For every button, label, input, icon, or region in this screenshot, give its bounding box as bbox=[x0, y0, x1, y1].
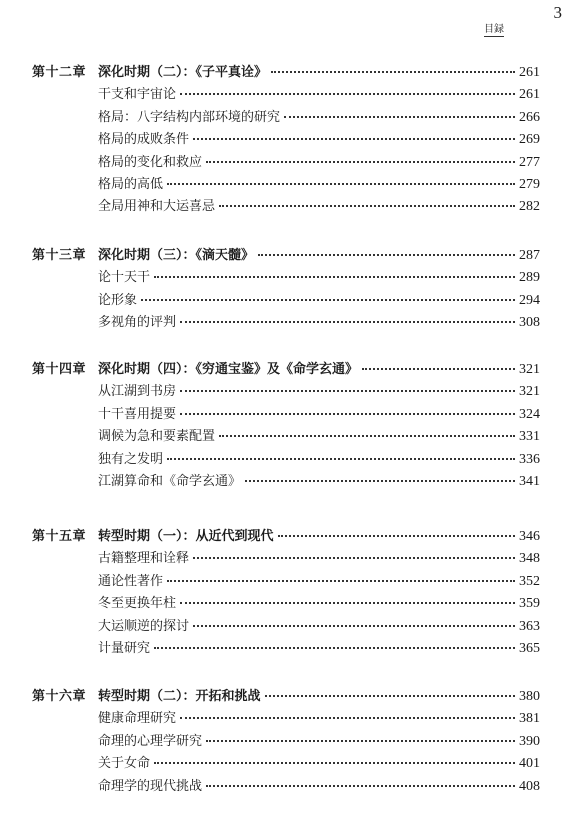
toc-entry bbox=[98, 107, 540, 129]
toc-entry bbox=[98, 686, 540, 708]
running-header: 目録 bbox=[484, 24, 504, 35]
chapter-title: 转型时期（一）：从近代到现代 bbox=[98, 529, 274, 544]
section-title: 格局的成败条件 bbox=[98, 132, 190, 148]
toc-entry bbox=[98, 381, 540, 403]
section-title: 健康命理研究 bbox=[98, 711, 177, 727]
dot-leader bbox=[206, 784, 515, 787]
chapter-title: 转型时期（二）：开拓和挑战 bbox=[98, 689, 261, 704]
toc-entry bbox=[98, 404, 540, 426]
page-number: 3 bbox=[553, 3, 562, 22]
section-title: 大运顺逆的探讨 bbox=[98, 618, 190, 634]
dot-leader bbox=[180, 92, 515, 95]
toc-entry bbox=[98, 152, 540, 174]
page-ref: 289 bbox=[519, 270, 540, 286]
section-title: 命理的心理学研究 bbox=[98, 733, 203, 749]
toc-chapter-row[interactable] bbox=[0, 526, 572, 548]
dot-leader bbox=[180, 389, 515, 392]
section-title: 论形象 bbox=[98, 292, 138, 308]
toc-section-row[interactable] bbox=[0, 708, 572, 730]
dot-leader bbox=[167, 579, 515, 582]
toc-section-row[interactable] bbox=[0, 426, 572, 448]
chapter-number: 第十六章 bbox=[32, 689, 87, 704]
dot-leader bbox=[362, 367, 515, 370]
page-ref: 331 bbox=[519, 429, 540, 445]
chapter-title: 深化时期（二）：《子平真诠》 bbox=[98, 65, 268, 80]
toc-entry bbox=[98, 753, 540, 775]
dot-leader bbox=[180, 412, 515, 415]
toc-entry bbox=[98, 731, 540, 753]
page-ref: 277 bbox=[519, 154, 540, 170]
toc-entry bbox=[98, 267, 540, 289]
toc-entry bbox=[98, 359, 540, 381]
section-title: 从江湖到书房 bbox=[98, 384, 177, 400]
toc-section-row[interactable] bbox=[0, 129, 572, 151]
section-title: 格局的高低 bbox=[98, 177, 164, 192]
page-ref: 408 bbox=[519, 778, 540, 794]
toc-entry bbox=[98, 449, 540, 471]
dot-leader bbox=[206, 739, 515, 742]
page-ref: 282 bbox=[519, 199, 540, 215]
toc-entry bbox=[98, 776, 540, 798]
section-title: 论十天干 bbox=[98, 270, 151, 286]
dot-leader bbox=[193, 556, 515, 559]
chapter-title: 深化时期（四）：《穷通宝鉴》及《命学玄通》 bbox=[98, 362, 359, 377]
section-title: 计量研究 bbox=[98, 641, 151, 656]
section-title: 独有之发明 bbox=[98, 451, 164, 467]
toc-entry bbox=[98, 571, 540, 593]
page-ref: 390 bbox=[519, 733, 540, 749]
section-title: 格局：八字结构内部环境的研究 bbox=[98, 109, 281, 125]
toc-entry bbox=[98, 471, 540, 493]
toc-section-row[interactable] bbox=[0, 152, 572, 174]
page-ref: 279 bbox=[519, 177, 540, 192]
dot-leader bbox=[265, 694, 515, 697]
section-title: 十干喜用提要 bbox=[98, 406, 177, 422]
page-ref: 363 bbox=[519, 618, 540, 634]
toc-section-row[interactable] bbox=[0, 571, 572, 593]
section-title: 通论性著作 bbox=[98, 573, 164, 589]
chapter-title: 深化时期（三）：《滴天髓》 bbox=[98, 248, 255, 263]
page-ref: 341 bbox=[519, 474, 540, 489]
dot-leader bbox=[245, 479, 515, 482]
toc-section-row[interactable] bbox=[0, 616, 572, 638]
toc-section-row[interactable] bbox=[0, 312, 572, 334]
chapter-number: 第十三章 bbox=[32, 248, 87, 263]
toc-section-row[interactable] bbox=[0, 731, 572, 753]
page-ref: 269 bbox=[519, 132, 540, 148]
toc-chapter-row[interactable] bbox=[0, 62, 572, 84]
dot-leader bbox=[278, 534, 515, 537]
page-ref: 346 bbox=[519, 529, 540, 544]
dot-leader bbox=[167, 457, 515, 460]
toc-entry bbox=[98, 638, 540, 660]
dot-leader bbox=[180, 320, 515, 323]
toc-entry bbox=[98, 593, 540, 615]
toc-section-row[interactable] bbox=[0, 471, 572, 493]
page-ref: 336 bbox=[519, 451, 540, 467]
dot-leader bbox=[141, 298, 515, 301]
chapter-number: 第十五章 bbox=[32, 529, 87, 544]
dot-leader bbox=[219, 204, 515, 207]
dot-leader bbox=[180, 601, 515, 604]
toc-chapter-row[interactable] bbox=[0, 686, 572, 708]
toc-section-row[interactable] bbox=[0, 404, 572, 426]
toc-section-row[interactable] bbox=[0, 638, 572, 660]
section-title: 命理学的现代挑战 bbox=[98, 778, 203, 794]
toc-section-row[interactable] bbox=[0, 593, 572, 615]
toc-section-row[interactable] bbox=[0, 753, 572, 775]
dot-leader bbox=[206, 160, 515, 163]
page-ref: 266 bbox=[519, 109, 540, 125]
toc-section-row[interactable] bbox=[0, 290, 572, 312]
section-title: 江湖算命和《命学玄通》 bbox=[98, 474, 242, 489]
toc-entry bbox=[98, 616, 540, 638]
toc-entry bbox=[98, 708, 540, 730]
dot-leader bbox=[180, 716, 515, 719]
dot-leader bbox=[219, 434, 515, 437]
page-ref: 261 bbox=[519, 65, 540, 80]
page-ref: 352 bbox=[519, 573, 540, 589]
section-title: 格局的变化和救应 bbox=[98, 154, 203, 170]
dot-leader bbox=[167, 182, 515, 185]
toc-entry bbox=[98, 290, 540, 312]
page-ref: 321 bbox=[519, 362, 540, 377]
dot-leader bbox=[154, 275, 515, 278]
toc-section-row[interactable] bbox=[0, 776, 572, 798]
page-ref: 308 bbox=[519, 315, 540, 331]
toc-section-row[interactable] bbox=[0, 449, 572, 471]
toc-entry bbox=[98, 526, 540, 548]
toc-entry bbox=[98, 245, 540, 267]
section-title: 调候为急和要素配置 bbox=[98, 429, 216, 445]
page-ref: 294 bbox=[519, 292, 540, 308]
dot-leader bbox=[154, 646, 515, 649]
page-ref: 324 bbox=[519, 406, 540, 422]
toc-entry bbox=[98, 174, 540, 196]
section-title: 古籍整理和诠释 bbox=[98, 551, 190, 567]
page-ref: 321 bbox=[519, 384, 540, 400]
page-ref: 365 bbox=[519, 641, 540, 656]
toc-entry bbox=[98, 548, 540, 570]
chapter-number: 第十四章 bbox=[32, 362, 87, 377]
section-title: 关于女命 bbox=[98, 756, 151, 772]
page-ref: 261 bbox=[519, 87, 540, 103]
dot-leader bbox=[193, 624, 515, 627]
toc-entry bbox=[98, 196, 540, 218]
toc-section-row[interactable] bbox=[0, 196, 572, 218]
toc-chapter-row[interactable] bbox=[0, 359, 572, 381]
page-ref: 401 bbox=[519, 756, 540, 772]
toc-entry bbox=[98, 426, 540, 448]
section-title: 多视角的评判 bbox=[98, 315, 177, 331]
dot-leader bbox=[271, 70, 515, 73]
toc-chapter-row[interactable] bbox=[0, 245, 572, 267]
page-ref: 359 bbox=[519, 596, 540, 612]
dot-leader bbox=[258, 253, 515, 256]
dot-leader bbox=[154, 761, 515, 764]
page-ref: 287 bbox=[519, 248, 540, 263]
section-title: 全局用神和大运喜忌 bbox=[98, 199, 216, 215]
page-ref: 348 bbox=[519, 551, 540, 567]
toc-entry bbox=[98, 62, 540, 84]
toc-section-row[interactable] bbox=[0, 548, 572, 570]
chapter-number: 第十二章 bbox=[32, 65, 87, 80]
dot-leader bbox=[193, 137, 515, 140]
toc-section-row[interactable] bbox=[0, 381, 572, 403]
section-title: 干支和宇宙论 bbox=[98, 87, 177, 103]
toc-section-row[interactable] bbox=[0, 267, 572, 289]
toc-section-row[interactable] bbox=[0, 107, 572, 129]
toc-section-row[interactable] bbox=[0, 84, 572, 106]
page-ref: 381 bbox=[519, 711, 540, 727]
page-ref: 380 bbox=[519, 689, 540, 704]
toc-section-row[interactable] bbox=[0, 174, 572, 196]
toc-entry bbox=[98, 312, 540, 334]
toc-entry bbox=[98, 84, 540, 106]
dot-leader bbox=[284, 115, 515, 118]
toc-entry bbox=[98, 129, 540, 151]
section-title: 冬至更换年柱 bbox=[98, 596, 177, 612]
